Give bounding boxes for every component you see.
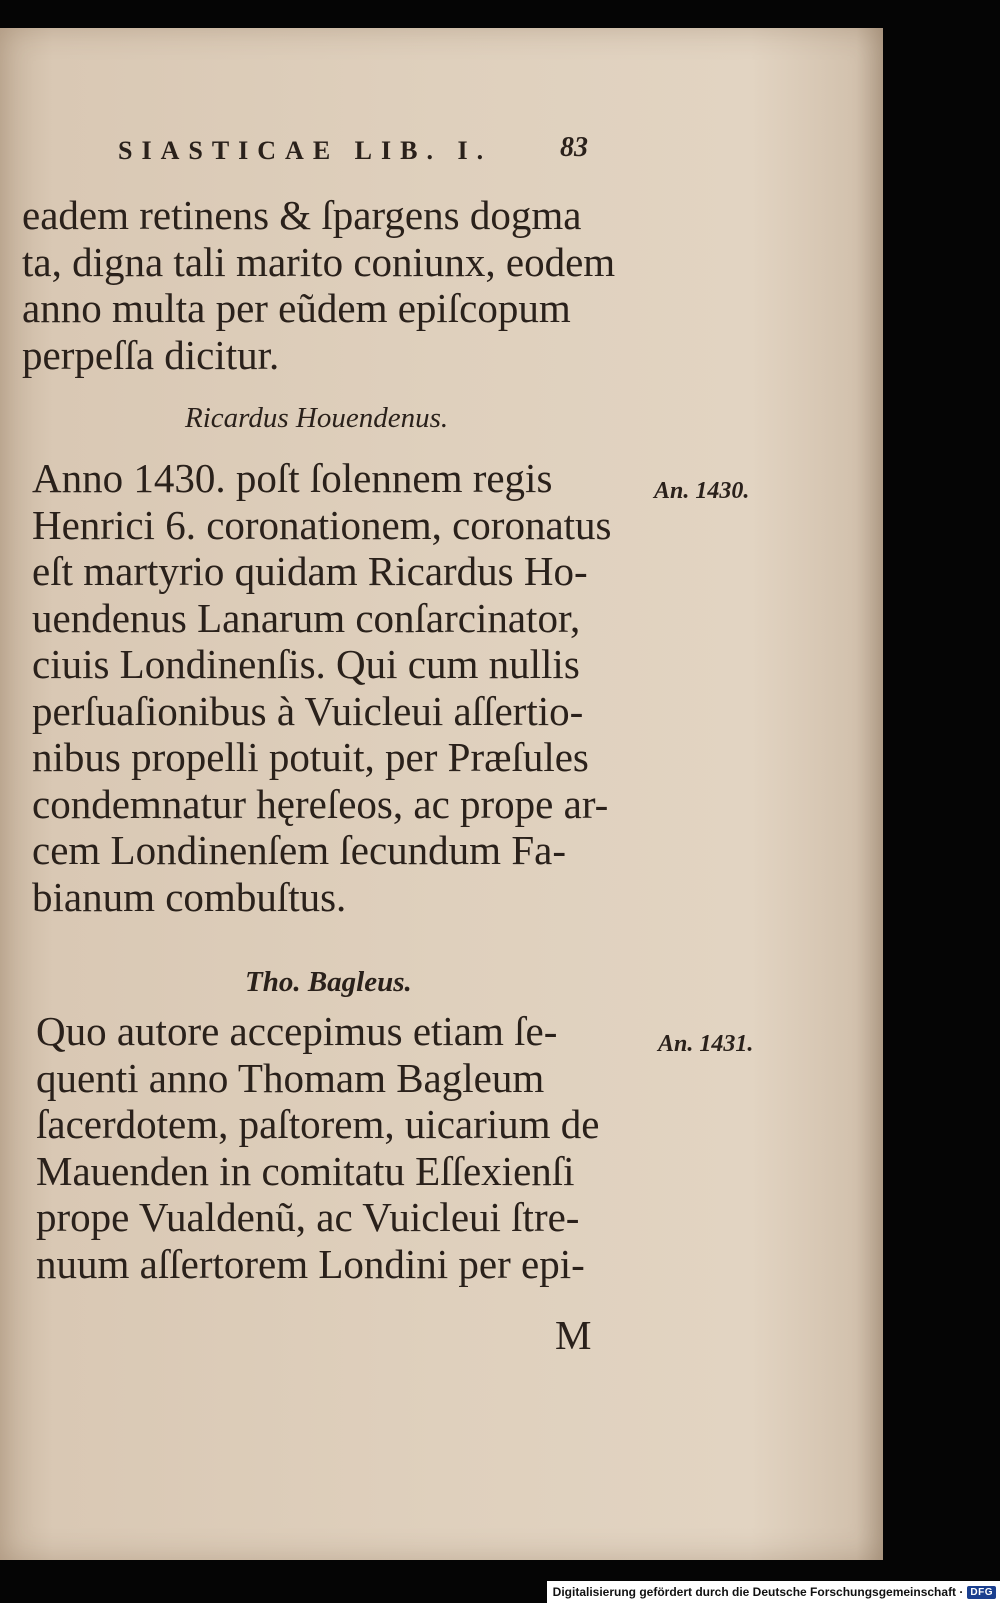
text-line: cem Londinenſem ſecundum Fa- (32, 827, 566, 873)
running-head: SIASTICAE LIB. I. (118, 136, 493, 165)
text-line: perpeſſa dicitur. (22, 331, 280, 378)
book-page (0, 28, 883, 1560)
text-line: prope Vualdenũ, ac Vuicleui ſtre- (36, 1194, 580, 1240)
text-line: perſuaſionibus à Vuicleui aſſertio- (32, 687, 584, 734)
paragraph-1 (22, 192, 615, 378)
text-line: Quo autore accepimus etiam ſe- (36, 1008, 558, 1054)
text-line: nibus propelli potuit, per Præſules (32, 734, 589, 780)
section-heading-bagleus: Tho. Bagleus. (245, 966, 412, 998)
text-line: condemnatur hęreſeos, ac prope ar- (32, 780, 609, 827)
text-line: eadem retinens & ſpargens dogma (22, 192, 582, 238)
digitization-credit (547, 1581, 1000, 1603)
text-line: anno multa per eũdem epiſcopum (22, 285, 571, 331)
text-line: quenti anno Thomam Bagleum (36, 1054, 545, 1101)
text-line: Anno 1430. poſt ſolennem regis (32, 455, 553, 501)
text-line: eſt martyrio quidam Ricardus Ho- (32, 548, 588, 594)
text-line: nuum aſſertorem Londini per epi- (36, 1240, 585, 1287)
margin-note-1430: An. 1430. (654, 478, 750, 504)
text-line: ta, digna tali marito coniunx, eodem (22, 238, 616, 285)
text-line: bianum combuſtus. (32, 873, 347, 920)
margin-note-1431: An. 1431. (658, 1031, 754, 1057)
paragraph-3 (36, 1008, 600, 1287)
text-line: ciuis Londinenſis. Qui cum nullis (32, 641, 580, 687)
text-line: ſacerdotem, paſtorem, uicarium de (36, 1101, 600, 1147)
paragraph-2 (32, 455, 612, 920)
page-number: 83 (560, 132, 588, 163)
text-line: Henrici 6. coronationem, coronatus (32, 501, 612, 548)
text-line: uendenus Lanarum conſarcinator, (32, 594, 581, 641)
text-line: Mauenden in comitatu Eſſexienſi (36, 1147, 575, 1194)
dfg-logo: DFG (967, 1586, 996, 1599)
catchword: M (555, 1312, 592, 1358)
credit-text: Digitalisierung gefördert durch die Deutsche Forschungsgemeinschaft · (552, 1585, 964, 1599)
section-heading-ricardus: Ricardus Houendenus. (185, 402, 449, 434)
